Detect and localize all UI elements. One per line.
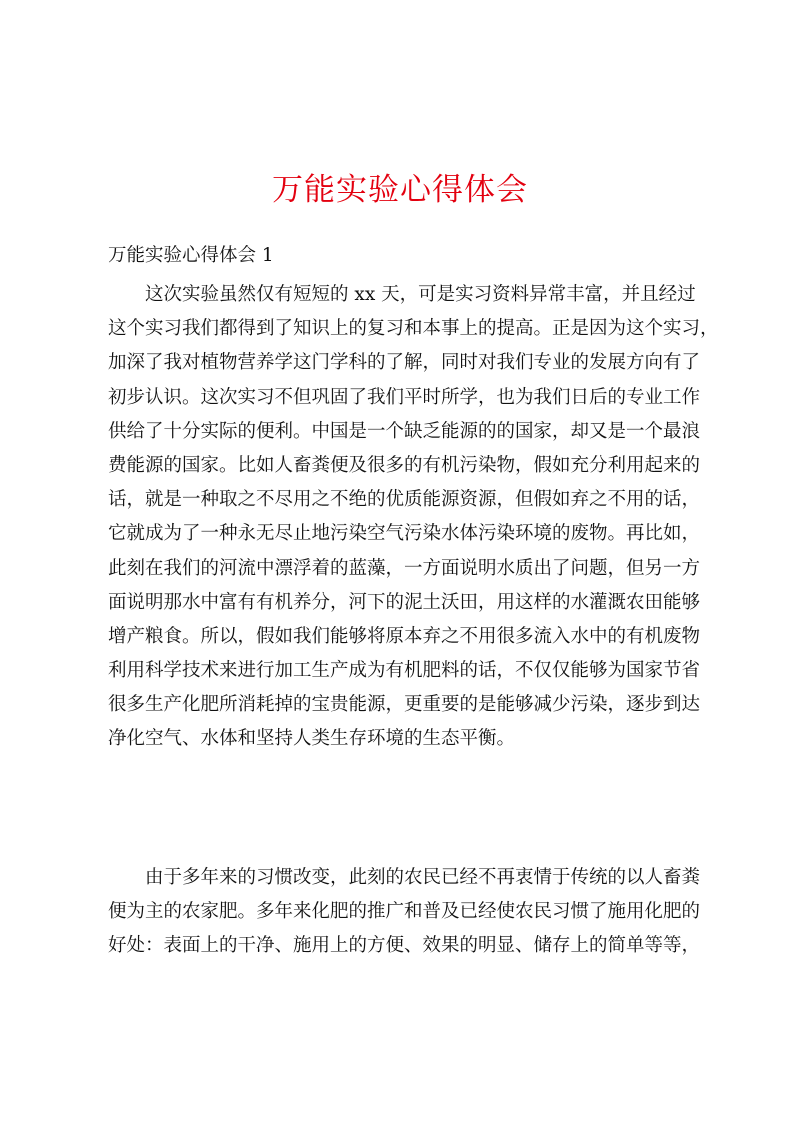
paragraph-line: 初步认识。这次实习不但巩固了我们平时所学，也为我们日后的专业工作 <box>108 386 701 408</box>
paragraph-line: 便为主的农家肥。多年来化肥的推广和普及已经使农民习惯了施用化肥的 <box>108 901 701 923</box>
paragraph-line: 由于多年来的习惯改变，此刻的农民已经不再衷情于传统的以人畜粪 <box>145 867 701 888</box>
paragraph-line: 它就成为了一种永无尽止地污染空气污染水体污染环境的废物。再比如， <box>108 523 701 545</box>
paragraph-line: 此刻在我们的河流中漂浮着的蓝藻，一方面说明水质出了问题，但另一方 <box>108 557 701 579</box>
paragraph-line: 这次实验虽然仅有短短的 xx 天，可是实习资料异常丰富，并且经过 <box>145 284 696 305</box>
paragraph-line: 很多生产化肥所消耗掉的宝贵能源，更重要的是能够减少污染，逐步到达 <box>108 694 701 716</box>
paragraph-line: 利用科学技术来进行加工生产成为有机肥料的话，不仅仅能够为国家节省 <box>108 660 701 682</box>
paragraph-line: 费能源的国家。比如人畜粪便及很多的有机污染物，假如充分利用起来的 <box>108 454 701 476</box>
paragraph-line: 话，就是一种取之不尽用之不绝的优质能源资源，但假如弃之不用的话， <box>108 489 701 511</box>
paragraph-line: 净化空气、水体和坚持人类生存环境的生态平衡。 <box>108 728 516 750</box>
paragraph-line: 增产粮食。所以，假如我们能够将原本弃之不用很多流入水中的有机废物 <box>108 625 701 647</box>
paragraph-line: 好处：表面上的干净、施用上的方便、效果的明显、储存上的简单等等， <box>108 935 701 957</box>
document-title: 万能实验心得体会 <box>272 172 528 208</box>
paragraph-line: 这个实习我们都得到了知识上的复习和本事上的提高。正是因为这个实习， <box>108 318 719 340</box>
paragraph-line: 面说明那水中富有有机养分，河下的泥土沃田，用这样的水灌溉农田能够 <box>108 591 701 613</box>
section-heading: 万能实验心得体会 1 <box>108 245 274 266</box>
paragraph-2 <box>108 861 708 964</box>
paragraph-line: 供给了十分实际的便利。中国是一个缺乏能源的的国家，却又是一个最浪 <box>108 420 701 442</box>
paragraph-line: 加深了我对植物营养学这门学科的了解，同时对我们专业的发展方向有了 <box>108 352 701 374</box>
paragraph-1 <box>108 278 719 757</box>
